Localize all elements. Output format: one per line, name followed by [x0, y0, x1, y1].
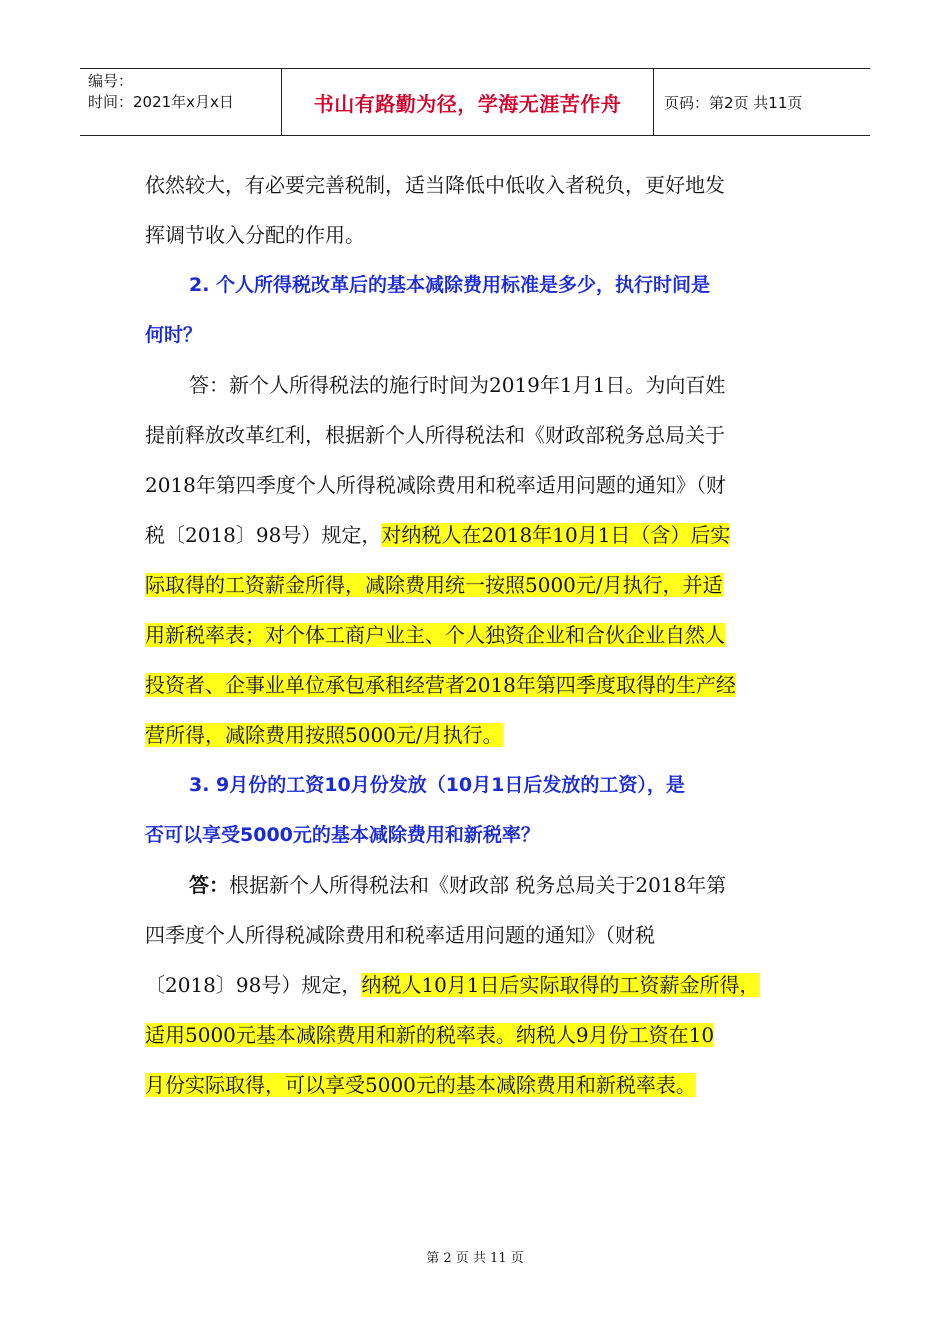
answer-2-text: 税〔2018〕98号）规定， — [145, 523, 382, 547]
answer-2-line — [145, 710, 805, 760]
answer-3-line — [145, 860, 805, 910]
paragraph-line: 依然较大，有必要完善税制，适当降低中低收入者税负，更好地发 — [145, 173, 725, 197]
answer-3-line: 四季度个人所得税减除费用和税率适用问题的通知》（财税 — [145, 923, 655, 947]
paragraph-line: 挥调节收入分配的作用。 — [145, 223, 365, 247]
highlighted-text: 投资者、企事业单位承包承租经营者2018年第四季度取得的生产经 — [145, 673, 736, 697]
answer-2-line: 2018年第四季度个人所得税减除费用和税率适用问题的通知》（财 — [145, 473, 726, 497]
answer-2-line: 答：新个人所得税法的施行时间为2019年1月1日。为向百姓 — [189, 373, 726, 397]
answer-3-text: 〔2018〕98号）规定， — [145, 973, 362, 997]
header-meta — [80, 69, 281, 135]
answer-2-line: 提前释放改革红利，根据新个人所得税法和《财政部税务总局关于 — [145, 423, 725, 447]
question-2-line: 何时？ — [145, 324, 203, 346]
highlighted-text: 适用5000元基本减除费用和新的税率表。纳税人9月份工资在10 — [145, 1023, 715, 1047]
time-label: 时间：2021年x月x日 — [88, 93, 234, 111]
highlighted-text: 对纳税人在2018年10月1日（含）后实 — [381, 523, 731, 547]
answer-2-line — [145, 660, 805, 710]
answer-3-line — [145, 1010, 805, 1060]
highlighted-text: 月份实际取得，可以享受5000元的基本减除费用和新税率表。 — [145, 1073, 696, 1097]
header-page-cell — [654, 69, 870, 135]
page-footer: 第 2 页 共 11 页 — [426, 1251, 524, 1266]
answer-label: 答： — [189, 873, 229, 897]
page-label: 页码：第2页 共11页 — [664, 93, 803, 112]
answer-2-line — [145, 560, 805, 610]
answer-2-line — [145, 610, 805, 660]
answer-3-line — [145, 960, 805, 1010]
highlighted-text: 纳税人10月1日后实际取得的工资薪金所得， — [361, 973, 760, 997]
question-3-line: 3. 9月份的工资10月份发放（10月1日后发放的工资），是 — [189, 774, 685, 796]
question-2-line: 2. 个人所得税改革后的基本减除费用标准是多少，执行时间是 — [189, 274, 711, 296]
motto-text: 书山有路勤为径，学海无涯苦作舟 — [313, 91, 622, 116]
answer-3-line — [145, 1060, 805, 1110]
answer-2-line — [145, 510, 805, 560]
header-table — [80, 68, 870, 136]
number-label: 编号： — [88, 72, 134, 90]
question-3-line: 否可以享受5000元的基本减除费用和新税率？ — [145, 824, 540, 846]
answer-3-text: 根据新个人所得税法和《财政部 税务总局关于2018年第 — [229, 873, 727, 897]
highlighted-text: 用新税率表；对个体工商户业主、个人独资企业和合伙企业自然人 — [145, 623, 725, 647]
document-body — [145, 160, 805, 1110]
highlighted-text: 际取得的工资薪金所得，减除费用统一按照5000元/月执行，并适 — [145, 573, 723, 597]
highlighted-text: 营所得，减除费用按照5000元/月执行。 — [145, 723, 503, 747]
header-motto-cell — [281, 69, 654, 135]
